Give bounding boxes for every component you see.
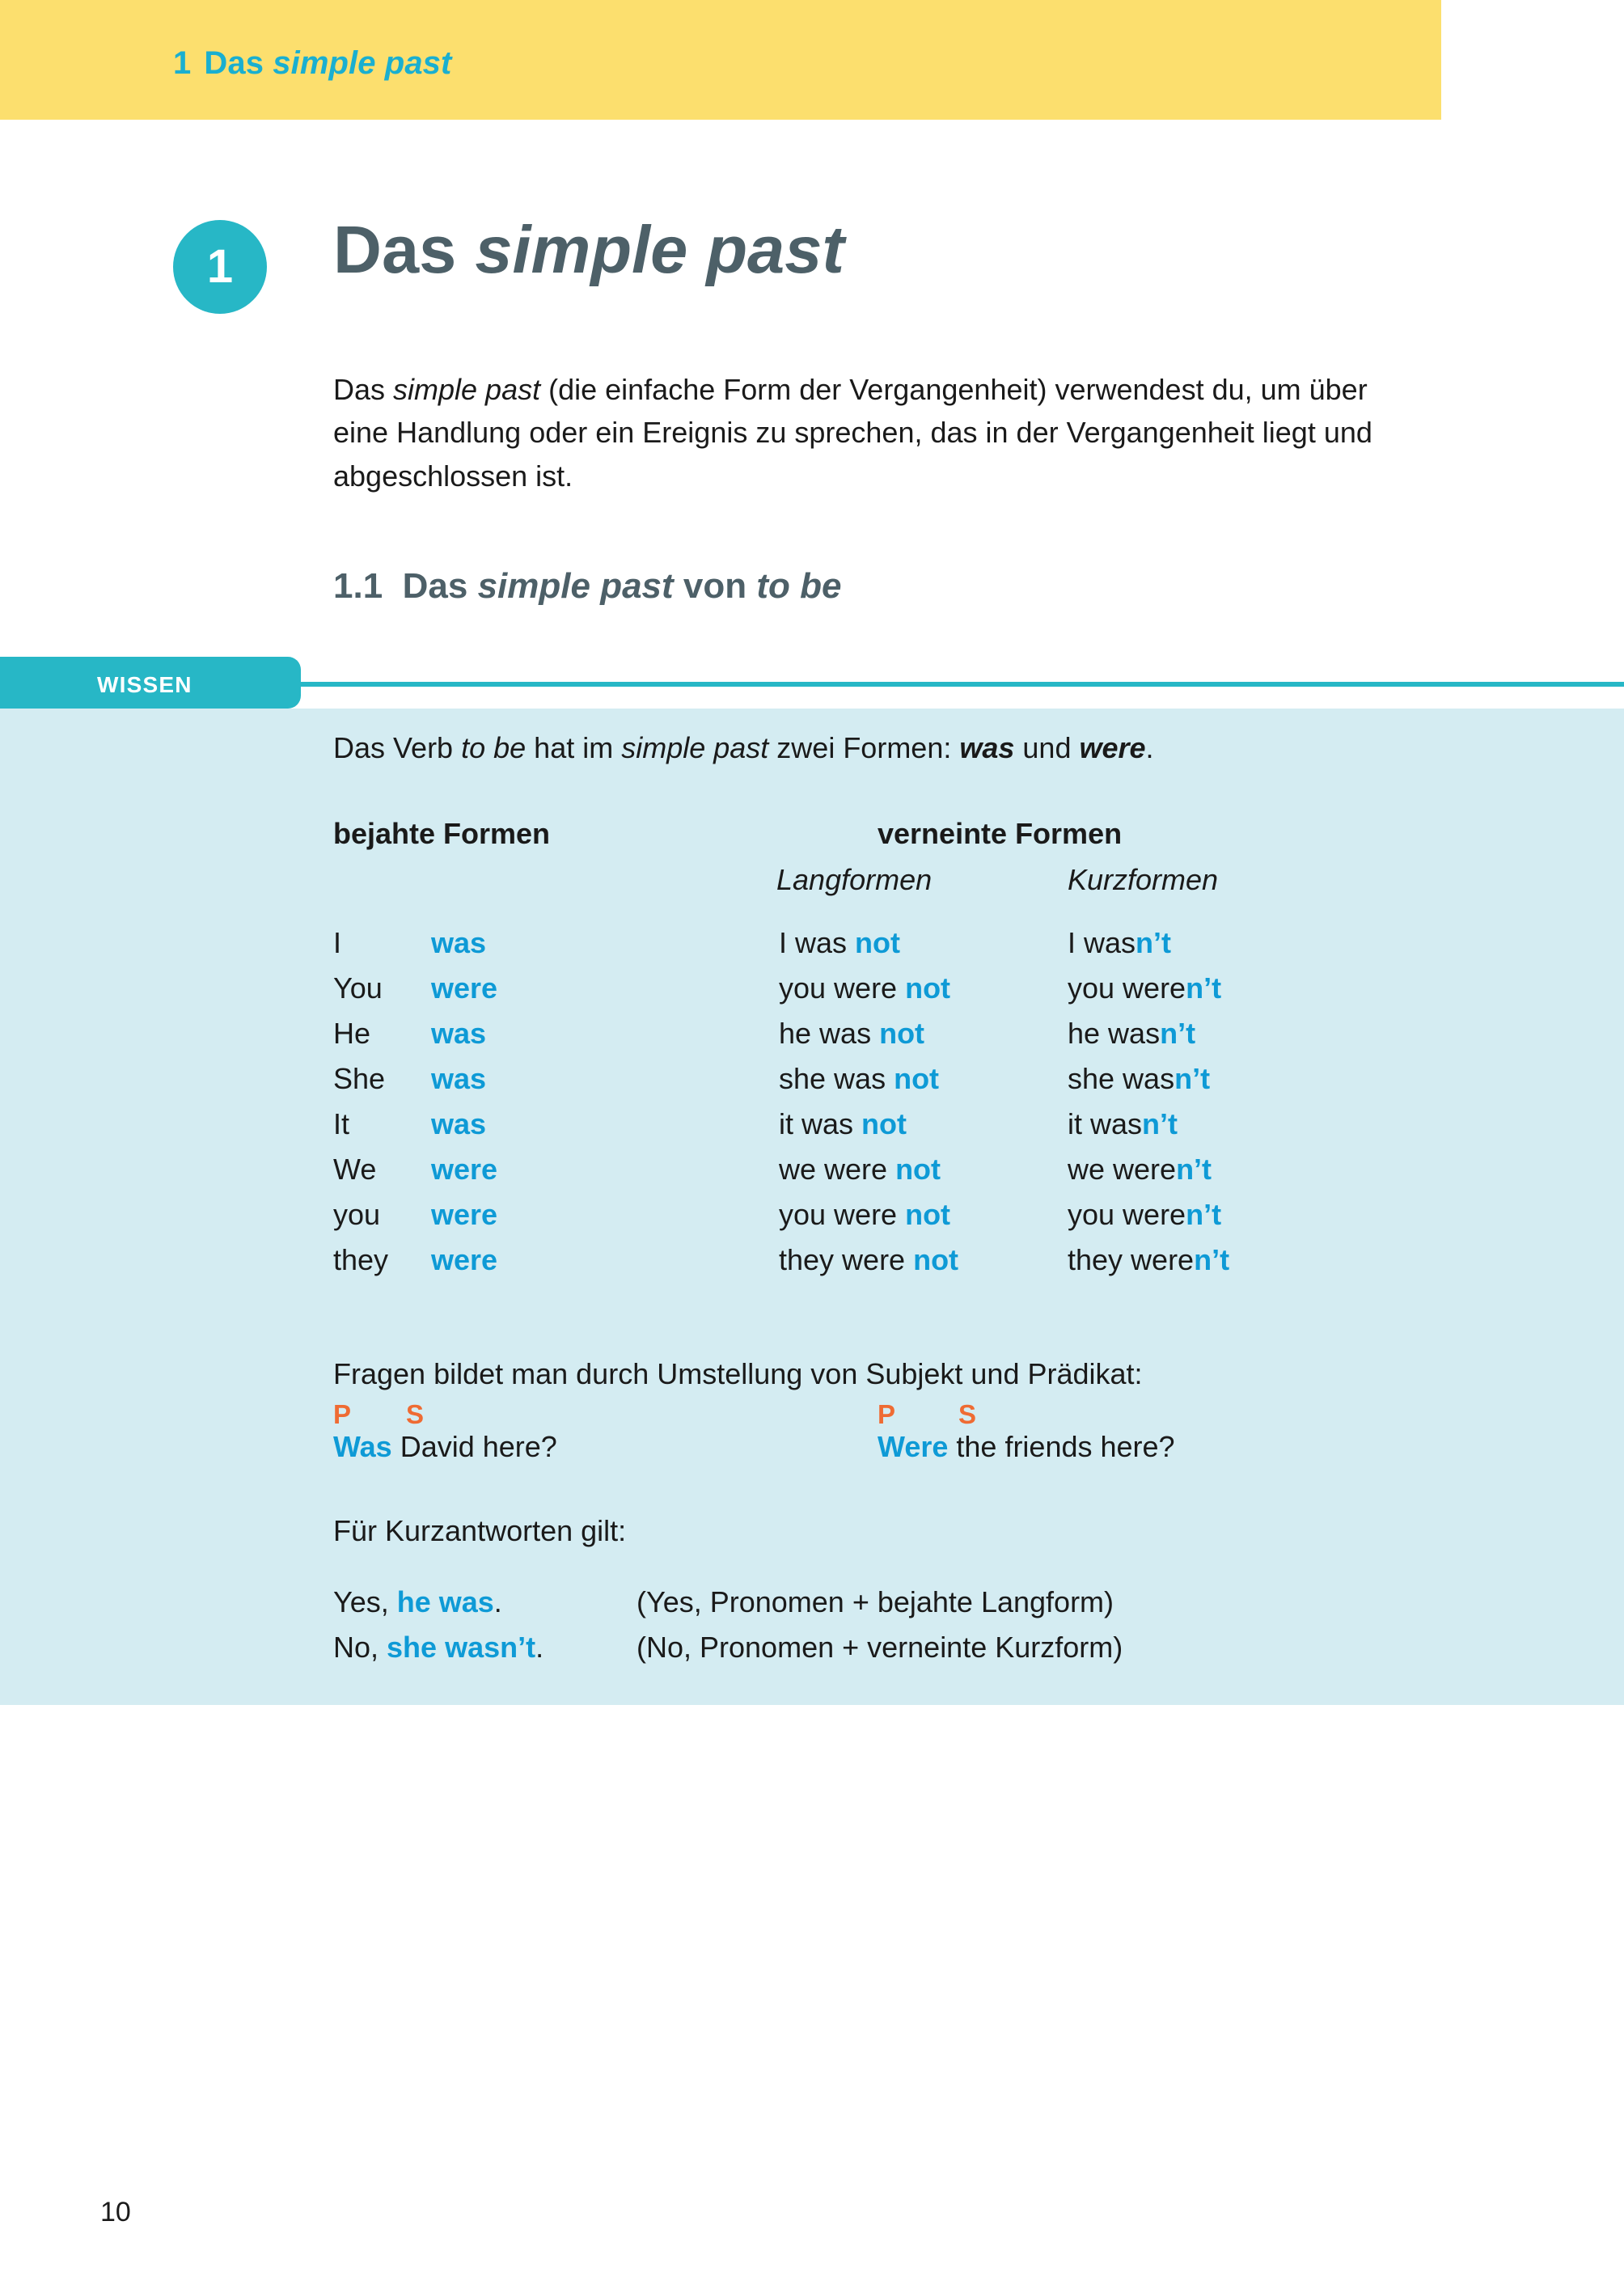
conjugation-verb: were: [431, 1198, 498, 1231]
sa-tail-2: .: [535, 1631, 544, 1664]
lead-d: simple past: [621, 731, 769, 764]
marker-s-1: S: [406, 1399, 425, 1429]
sa-highlight-1: he was: [396, 1585, 494, 1618]
question-verb-1: Was: [333, 1430, 392, 1463]
conjugation-verb: was: [431, 1062, 487, 1095]
running-head-label-italic: simple past: [273, 45, 452, 81]
long-form-base: he was: [779, 1017, 880, 1050]
conjugation-row: [333, 1237, 1506, 1283]
conjugation-row: [333, 1147, 1506, 1192]
column-header-affirmative: bejahte Formen: [333, 817, 551, 850]
page-title-italic: simple past: [475, 212, 844, 287]
intro-paragraph: [333, 368, 1409, 497]
short-form-base: it was: [1068, 1107, 1143, 1140]
short-form-contraction: n’t: [1186, 1198, 1222, 1231]
question-example-1: [333, 1430, 557, 1464]
conjugation-pronoun: they: [333, 1243, 389, 1276]
short-form-base: we were: [1068, 1153, 1177, 1186]
conjugation-pronoun: You: [333, 971, 383, 1005]
conjugation-long-form: [779, 1011, 924, 1056]
short-form-contraction: n’t: [1194, 1243, 1230, 1276]
marker-p-2: P: [878, 1399, 896, 1429]
conjugation-long-form: [779, 1237, 958, 1283]
long-form-base: it was: [779, 1107, 862, 1140]
short-form-base: you were: [1068, 1198, 1186, 1231]
question-rest-1: David here?: [391, 1430, 557, 1463]
marker-p-1: P: [333, 1399, 352, 1429]
question-rest-2: the friends here?: [948, 1430, 1175, 1463]
page-title: [333, 214, 844, 285]
lead-f: was: [959, 731, 1015, 764]
chapter-number-badge: [173, 220, 267, 314]
long-form-base: I was: [779, 926, 856, 959]
conjugation-short-form: [1068, 1011, 1195, 1056]
lead-g: und: [1014, 731, 1080, 764]
short-form-contraction: n’t: [1136, 926, 1172, 959]
short-answer-text-1: [333, 1585, 502, 1619]
short-form-base: I was: [1068, 926, 1136, 959]
conjugation-row: [333, 1056, 1506, 1102]
conjugation-short-form: [1068, 1147, 1212, 1192]
conjugation-verb: was: [431, 926, 487, 959]
conjugation-verb: were: [431, 1153, 498, 1186]
wissen-tab: [0, 657, 301, 709]
page-number: 10: [100, 2197, 131, 2227]
conjugation-verb: were: [431, 1243, 498, 1276]
conjugation-long-form: [779, 1102, 907, 1147]
long-form-base: she was: [779, 1062, 894, 1095]
conjugation-long-form: [779, 920, 900, 966]
conjugation-row: [333, 920, 1506, 966]
intro-seg-2: simple past: [393, 373, 541, 406]
long-form-negation: not: [861, 1107, 907, 1140]
long-form-negation: not: [895, 1153, 941, 1186]
conjugation-table: [333, 920, 1506, 1283]
short-answer-text-2: [333, 1631, 543, 1665]
sa-highlight-2: she wasn’t: [387, 1631, 536, 1664]
short-form-contraction: n’t: [1186, 971, 1222, 1005]
conjugation-row: [333, 966, 1506, 1011]
wissen-lead-line: [333, 728, 1154, 768]
running-head-label-plain: Das: [204, 45, 273, 81]
questions-intro: Fragen bildet man durch Umstellung von Subjekt und Prädikat:: [333, 1357, 1143, 1390]
lead-c: hat im: [526, 731, 622, 764]
conjugation-short-form: [1068, 1237, 1229, 1283]
conjugation-pronoun: you: [333, 1198, 381, 1231]
conjugation-pronoun: We: [333, 1153, 377, 1186]
column-header-negative: verneinte Formen: [878, 817, 1123, 850]
conjugation-short-form: [1068, 1102, 1178, 1147]
section-title-c: von: [673, 566, 757, 606]
section-title-b: simple past: [477, 566, 674, 606]
conjugation-short-form: [1068, 1056, 1210, 1102]
question-verb-2: Were: [878, 1430, 949, 1463]
short-answers-intro: Für Kurzantworten gilt:: [333, 1514, 627, 1547]
conjugation-pronoun: He: [333, 1017, 371, 1050]
column-subheader-short-forms: Kurzformen: [1068, 863, 1219, 896]
chapter-number: 1: [206, 240, 234, 293]
running-head-number: 1: [173, 45, 192, 81]
short-form-base: she was: [1068, 1062, 1175, 1095]
conjugation-long-form: [779, 966, 950, 1011]
wissen-divider-rule: [301, 682, 1624, 687]
conjugation-pronoun: I: [333, 926, 342, 959]
long-form-base: they were: [779, 1243, 914, 1276]
column-subheader-long-forms: Langformen: [776, 863, 933, 896]
conjugation-short-form: [1068, 966, 1221, 1011]
lead-b: to be: [461, 731, 527, 764]
intro-seg-3: (die einfache Form der Vergangenheit) verwendest du, um über eine Handlung oder ein Ereignis zu sprechen, das in der Vergangenheit liegt und abgeschlossen ist.: [333, 373, 1372, 493]
question-example-2: [878, 1430, 1175, 1464]
long-form-base: you were: [779, 1198, 906, 1231]
conjugation-short-form: [1068, 1192, 1221, 1237]
short-form-contraction: n’t: [1176, 1153, 1212, 1186]
conjugation-row: [333, 1102, 1506, 1147]
short-form-base: they were: [1068, 1243, 1195, 1276]
conjugation-long-form: [779, 1192, 950, 1237]
lead-e: zwei Formen:: [768, 731, 960, 764]
sa-lead-2: No,: [333, 1631, 387, 1664]
short-answer-note-2: (No, Pronomen + verneinte Kurzform): [636, 1631, 1123, 1664]
intro-seg-1: Das: [333, 373, 394, 406]
conjugation-short-form: [1068, 920, 1171, 966]
long-form-negation: not: [905, 1198, 951, 1231]
sa-lead-1: Yes,: [333, 1585, 397, 1618]
long-form-base: you were: [779, 971, 906, 1005]
lead-h: were: [1079, 731, 1146, 764]
long-form-negation: not: [879, 1017, 925, 1050]
conjugation-verb: were: [431, 971, 498, 1005]
conjugation-pronoun: She: [333, 1062, 386, 1095]
short-answer-note-1: (Yes, Pronomen + bejahte Langform): [636, 1585, 1114, 1618]
conjugation-verb: was: [431, 1107, 487, 1140]
conjugation-verb: was: [431, 1017, 487, 1050]
page-title-plain: Das: [333, 212, 476, 287]
wissen-tab-label: WISSEN: [97, 672, 192, 697]
long-form-negation: not: [905, 971, 951, 1005]
section-title-a: Das: [402, 566, 478, 606]
lead-i: .: [1145, 731, 1154, 764]
long-form-negation: not: [855, 926, 900, 959]
section-title-d: to be: [756, 566, 842, 606]
marker-s-2: S: [958, 1399, 977, 1429]
running-head-text: [173, 45, 451, 82]
short-form-base: he was: [1068, 1017, 1161, 1050]
short-form-contraction: n’t: [1142, 1107, 1178, 1140]
long-form-negation: not: [894, 1062, 940, 1095]
section-heading: [333, 566, 841, 607]
sa-tail-1: .: [493, 1585, 502, 1618]
short-form-contraction: n’t: [1174, 1062, 1211, 1095]
short-form-base: you were: [1068, 971, 1186, 1005]
conjugation-row: [333, 1192, 1506, 1237]
short-form-contraction: n’t: [1160, 1017, 1196, 1050]
lead-a: Das Verb: [333, 731, 462, 764]
conjugation-long-form: [779, 1147, 941, 1192]
conjugation-pronoun: It: [333, 1107, 350, 1140]
long-form-base: we were: [779, 1153, 896, 1186]
long-form-negation: not: [913, 1243, 959, 1276]
conjugation-long-form: [779, 1056, 939, 1102]
conjugation-row: [333, 1011, 1506, 1056]
section-number: 1.1: [333, 566, 383, 606]
